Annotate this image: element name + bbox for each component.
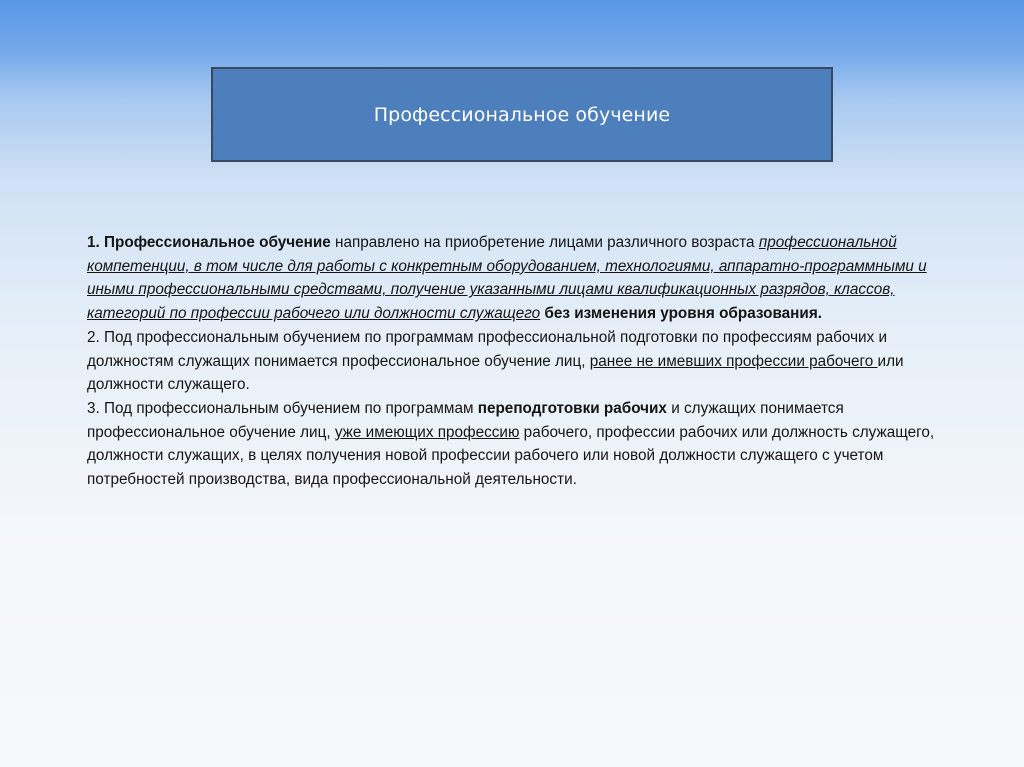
paragraph-2-text-end: или должности служащего. <box>87 352 904 394</box>
paragraph-2-text: 2. Под профессиональным обучением по программам профессиональной подготовки по профессиям рабочих и должностям служащих понимается профессиональное обучение лиц, <box>87 328 888 370</box>
paragraph-3-text: 3. Под профессиональным обучением по программам <box>87 399 478 417</box>
paragraph-3-text-end: рабочего, профессии рабочих или должность служащего, должности служащих, в целях получения новой профессии рабочего или новой должности служащего с учетом потребностей производства, вида профессиональной деятельности. <box>87 423 935 489</box>
paragraph-1-text: направлено на приобретение лицами различного возраста <box>330 234 759 251</box>
paragraph-1-tail: без изменения уровня образования. <box>540 305 822 323</box>
slide-title: Профессиональное обучение <box>373 103 671 126</box>
title-box <box>211 67 833 162</box>
paragraph-3-bold: переподготовки рабочих <box>477 399 667 417</box>
paragraph-3-text-mid: и служащих понимается профессиональное обучение лиц, <box>87 399 844 441</box>
paragraph-1-lead: 1. Профессиональное обучение <box>87 234 331 251</box>
paragraph-1 <box>87 231 947 326</box>
paragraph-2-underlined: ранее не имевших профессии рабочего <box>589 352 878 370</box>
paragraph-3-underlined: уже имеющих профессию <box>334 423 520 441</box>
paragraph-1-italic-underlined: профессиональной компетенции, в том числе для работы с конкретным оборудованием, технологиями, аппаратно-программными и иными профессиональными средствами, получение указанными лицами квалификационных разрядов, классов, категорий по профессии рабочего или должности служащего <box>87 234 927 323</box>
paragraph-3 <box>87 397 947 492</box>
content-text-block <box>87 231 947 492</box>
paragraph-2 <box>87 326 947 397</box>
